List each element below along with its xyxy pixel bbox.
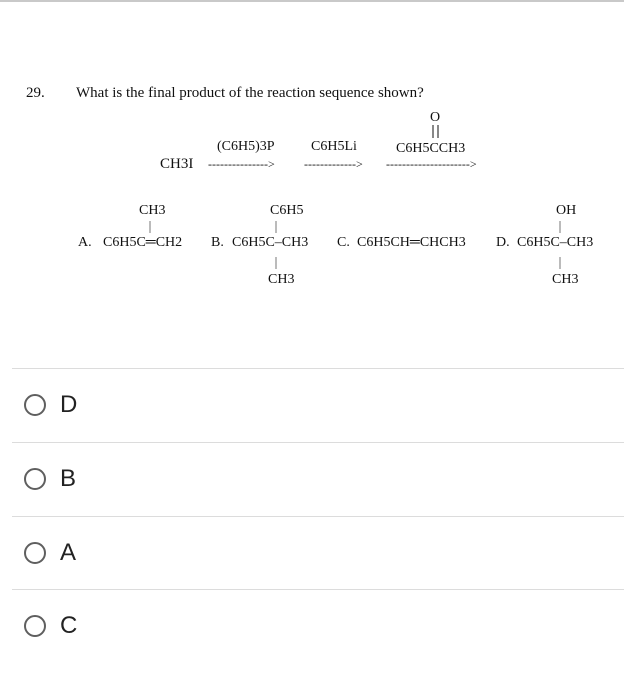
choice-b-top: C6H5	[270, 203, 304, 218]
choice-a-label: A.	[78, 235, 92, 250]
radio-icon[interactable]	[24, 468, 46, 490]
radio-icon[interactable]	[24, 394, 46, 416]
answer-option-label: A	[60, 539, 77, 566]
arrow-1: --------------->	[208, 157, 275, 171]
reagent-acetophenone: C6H5CCH3	[396, 141, 466, 156]
reagent-phenyllithium: C6H5Li	[311, 139, 357, 154]
choice-d-formula: C6H5C–CH3	[517, 235, 594, 250]
answer-option-d[interactable]	[12, 368, 624, 442]
answer-option-a[interactable]	[12, 516, 624, 590]
choice-c-label: C.	[337, 235, 350, 250]
choice-b-label: B.	[211, 235, 224, 250]
question-number: 29.	[26, 85, 45, 101]
answer-option-label: D	[60, 391, 78, 418]
reactant-ch3i: CH3I	[160, 156, 194, 172]
answer-option-label: B	[60, 465, 77, 492]
arrow-3: --------------------->	[386, 157, 477, 171]
choice-b-formula: C6H5C–CH3	[232, 235, 309, 250]
question-image	[0, 0, 624, 330]
choice-b-bottom: CH3	[268, 272, 295, 287]
arrow-2: ------------->	[304, 157, 363, 171]
answer-option-c[interactable]	[12, 589, 624, 663]
choice-d-bottom: CH3	[552, 272, 579, 287]
answer-option-b[interactable]	[12, 442, 624, 516]
radio-icon[interactable]	[24, 615, 46, 637]
choice-d-top: OH	[556, 203, 577, 218]
choice-a-formula: C6H5C═CH2	[103, 235, 183, 250]
question-text: What is the final product of the reaction sequence shown?	[76, 85, 424, 101]
choice-a-substituent: CH3	[139, 203, 166, 218]
choice-c-formula: C6H5CH═CHCH3	[357, 235, 466, 250]
reagent-carbonyl-oxygen: O	[430, 110, 441, 125]
answer-option-label: C	[60, 612, 78, 639]
choice-d-label: D.	[496, 235, 510, 250]
radio-icon[interactable]	[24, 542, 46, 564]
reagent-triphenylphosphine: (C6H5)3P	[217, 139, 275, 154]
